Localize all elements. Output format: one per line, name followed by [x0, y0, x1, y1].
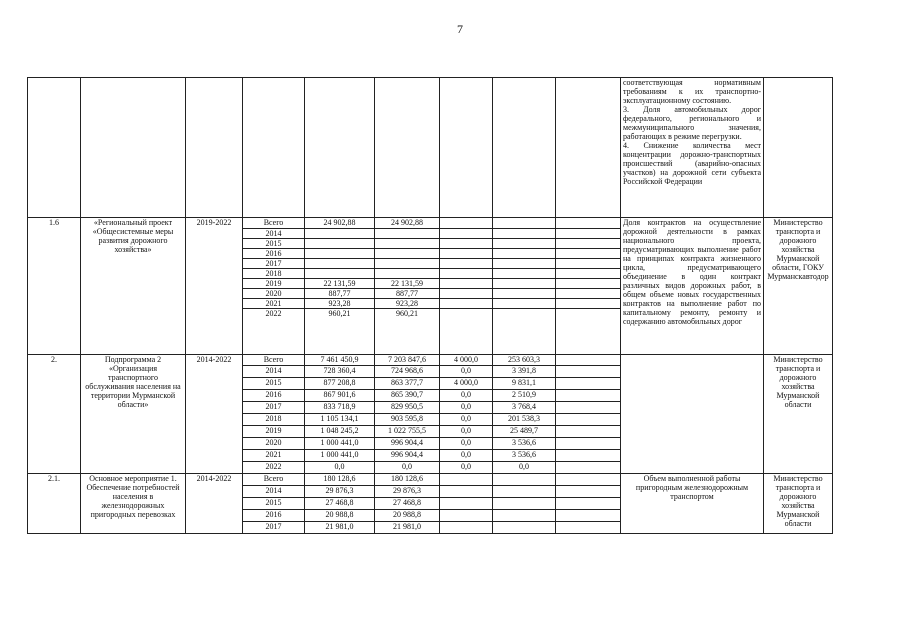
municipal-budget-cell: [493, 218, 556, 229]
federal-budget-cell: [440, 474, 493, 486]
table-row: [28, 474, 833, 486]
year-cell: 2015: [243, 378, 305, 390]
municipal-budget-cell: [493, 498, 556, 510]
year-cell: 2020: [243, 289, 305, 299]
cell-empty: [556, 78, 621, 218]
regional-budget-cell: 0,0: [375, 462, 440, 474]
total-cell: 867 901,6: [305, 390, 375, 402]
municipal-budget-cell: 253 603,3: [493, 355, 556, 366]
regional-budget-cell: 865 390,7: [375, 390, 440, 402]
regional-budget-cell: 22 131,59: [375, 279, 440, 289]
year-cell: 2014: [243, 366, 305, 378]
total-cell: [305, 249, 375, 259]
federal-budget-cell: 4 000,0: [440, 378, 493, 390]
total-cell: 0,0: [305, 462, 375, 474]
indicator-line: 4. Снижение количества мест концентрации дорожно-транспортных происшествий (аварийно-опасных участков) на дорожной сети субъекта Российской Федерации: [623, 141, 761, 186]
regional-budget-cell: [375, 269, 440, 279]
year-cell: 2016: [243, 249, 305, 259]
federal-budget-cell: 0,0: [440, 366, 493, 378]
federal-budget-cell: [440, 498, 493, 510]
section-number: 2.1.: [28, 474, 81, 534]
program-table: [27, 77, 833, 534]
year-cell: Всего: [243, 218, 305, 229]
regional-budget-cell: 24 902,88: [375, 218, 440, 229]
executor-cell: Министерство транспорта и дорожного хозяйства Мурманской области: [764, 474, 833, 534]
federal-budget-cell: 0,0: [440, 402, 493, 414]
total-cell: 1 048 245,2: [305, 426, 375, 438]
section-period: 2014-2022: [186, 474, 243, 534]
total-cell: 29 876,3: [305, 486, 375, 498]
year-cell: 2016: [243, 510, 305, 522]
year-cell: 2014: [243, 229, 305, 239]
federal-budget-cell: [440, 259, 493, 269]
cell-empty: [81, 78, 186, 218]
municipal-budget-cell: 9 831,1: [493, 378, 556, 390]
municipal-budget-cell: 3 536,6: [493, 438, 556, 450]
other-sources-cell: [556, 299, 621, 309]
regional-budget-cell: 960,21: [375, 309, 440, 355]
municipal-budget-cell: 2 510,9: [493, 390, 556, 402]
executor-cell: Министерство транспорта и дорожного хозяйства Мурманской области, ГОКУ Мурманскавтодор: [764, 218, 833, 355]
regional-budget-cell: 829 950,5: [375, 402, 440, 414]
cell-empty: [305, 78, 375, 218]
municipal-budget-cell: [493, 279, 556, 289]
total-cell: 27 468,8: [305, 498, 375, 510]
federal-budget-cell: 0,0: [440, 390, 493, 402]
total-cell: [305, 239, 375, 249]
municipal-budget-cell: [493, 510, 556, 522]
federal-budget-cell: [440, 510, 493, 522]
federal-budget-cell: [440, 269, 493, 279]
total-cell: 1 000 441,0: [305, 438, 375, 450]
other-sources-cell: [556, 269, 621, 279]
total-cell: 728 360,4: [305, 366, 375, 378]
regional-budget-cell: [375, 249, 440, 259]
municipal-budget-cell: [493, 522, 556, 534]
section-period: 2014-2022: [186, 355, 243, 474]
total-cell: 1 000 441,0: [305, 450, 375, 462]
indicator-cell: Объем выполненной работы пригородным железнодорожным транспортом: [621, 474, 764, 534]
regional-budget-cell: [375, 259, 440, 269]
section-number: 2.: [28, 355, 81, 474]
year-cell: 2016: [243, 390, 305, 402]
year-cell: 2022: [243, 309, 305, 355]
indicator-cell: Доля контрактов на осуществление дорожной деятельности в рамках национального проекта, предусматривающих выполнение работ на принципах контракта жизненного цикла, предусматривающего объединение в один контракт различных видов дорожных работ, в общем объеме новых государственных контрактов на выполнение работ по капитальному ремонту, ремонту и содержанию автомобильных дорог: [621, 218, 764, 355]
year-cell: 2017: [243, 522, 305, 534]
other-sources-cell: [556, 390, 621, 402]
year-cell: 2018: [243, 414, 305, 426]
regional-budget-cell: 1 022 755,5: [375, 426, 440, 438]
regional-budget-cell: 996 904,4: [375, 450, 440, 462]
cell-empty: [28, 78, 81, 218]
regional-budget-cell: 923,28: [375, 299, 440, 309]
municipal-budget-cell: [493, 229, 556, 239]
other-sources-cell: [556, 450, 621, 462]
other-sources-cell: [556, 438, 621, 450]
municipal-budget-cell: 3 391,8: [493, 366, 556, 378]
year-cell: Всего: [243, 355, 305, 366]
year-cell: 2017: [243, 402, 305, 414]
total-cell: 833 718,9: [305, 402, 375, 414]
total-cell: 7 461 450,9: [305, 355, 375, 366]
regional-budget-cell: 887,77: [375, 289, 440, 299]
federal-budget-cell: 0,0: [440, 438, 493, 450]
total-cell: 1 105 134,1: [305, 414, 375, 426]
other-sources-cell: [556, 510, 621, 522]
total-cell: 22 131,59: [305, 279, 375, 289]
year-cell: 2022: [243, 462, 305, 474]
year-cell: 2021: [243, 450, 305, 462]
regional-budget-cell: 903 595,8: [375, 414, 440, 426]
year-cell: 2021: [243, 299, 305, 309]
federal-budget-cell: 4 000,0: [440, 355, 493, 366]
regional-budget-cell: [375, 239, 440, 249]
other-sources-cell: [556, 279, 621, 289]
table-row-continuation: [28, 78, 833, 218]
federal-budget-cell: [440, 218, 493, 229]
municipal-budget-cell: [493, 269, 556, 279]
federal-budget-cell: [440, 299, 493, 309]
regional-budget-cell: 996 904,4: [375, 438, 440, 450]
total-cell: 20 988,8: [305, 510, 375, 522]
regional-budget-cell: 27 468,8: [375, 498, 440, 510]
regional-budget-cell: 29 876,3: [375, 486, 440, 498]
total-cell: [305, 259, 375, 269]
other-sources-cell: [556, 259, 621, 269]
municipal-budget-cell: [493, 289, 556, 299]
municipal-budget-cell: [493, 239, 556, 249]
regional-budget-cell: [375, 229, 440, 239]
other-sources-cell: [556, 402, 621, 414]
other-sources-cell: [556, 229, 621, 239]
regional-budget-cell: 863 377,7: [375, 378, 440, 390]
total-cell: 180 128,6: [305, 474, 375, 486]
federal-budget-cell: [440, 522, 493, 534]
indicator-cell: [621, 355, 764, 474]
federal-budget-cell: [440, 309, 493, 355]
other-sources-cell: [556, 249, 621, 259]
cell-empty: [493, 78, 556, 218]
year-cell: 2018: [243, 269, 305, 279]
federal-budget-cell: 0,0: [440, 450, 493, 462]
total-cell: [305, 229, 375, 239]
other-sources-cell: [556, 289, 621, 299]
other-sources-cell: [556, 426, 621, 438]
total-cell: 24 902,88: [305, 218, 375, 229]
cell-empty: [186, 78, 243, 218]
other-sources-cell: [556, 218, 621, 229]
municipal-budget-cell: 3 768,4: [493, 402, 556, 414]
table-row: [28, 218, 833, 229]
total-cell: [305, 269, 375, 279]
federal-budget-cell: 0,0: [440, 426, 493, 438]
year-cell: 2020: [243, 438, 305, 450]
section-number: 1.6: [28, 218, 81, 355]
other-sources-cell: [556, 309, 621, 355]
total-cell: 21 981,0: [305, 522, 375, 534]
table-body: [28, 78, 833, 534]
indicator-continued: [621, 78, 764, 218]
regional-budget-cell: 724 968,6: [375, 366, 440, 378]
year-cell: 2015: [243, 498, 305, 510]
other-sources-cell: [556, 498, 621, 510]
section-period: 2019-2022: [186, 218, 243, 355]
other-sources-cell: [556, 522, 621, 534]
municipal-budget-cell: [493, 259, 556, 269]
indicator-line: 3. Доля автомобильных дорог федерального, регионального и межмуниципального значения, работающих в режиме перегрузки.: [623, 105, 761, 141]
year-cell: 2017: [243, 259, 305, 269]
other-sources-cell: [556, 378, 621, 390]
municipal-budget-cell: [493, 474, 556, 486]
municipal-budget-cell: [493, 309, 556, 355]
federal-budget-cell: [440, 486, 493, 498]
total-cell: 877 208,8: [305, 378, 375, 390]
cell-empty: [440, 78, 493, 218]
federal-budget-cell: 0,0: [440, 414, 493, 426]
regional-budget-cell: 7 203 847,6: [375, 355, 440, 366]
other-sources-cell: [556, 414, 621, 426]
regional-budget-cell: 21 981,0: [375, 522, 440, 534]
section-name: Основное мероприятие 1. Обеспечение потребностей населения в железнодорожных пригородных перевозках: [81, 474, 186, 534]
other-sources-cell: [556, 486, 621, 498]
other-sources-cell: [556, 366, 621, 378]
other-sources-cell: [556, 462, 621, 474]
section-name: «Региональный проект «Общесистемные меры развития дорожного хозяйства»: [81, 218, 186, 355]
federal-budget-cell: [440, 279, 493, 289]
other-sources-cell: [556, 474, 621, 486]
federal-budget-cell: [440, 239, 493, 249]
year-cell: Всего: [243, 474, 305, 486]
indicator-line: соответствующая нормативным требованиям к их транспортно-эксплуатационному состоянию.: [623, 78, 761, 105]
total-cell: 960,21: [305, 309, 375, 355]
municipal-budget-cell: 25 489,7: [493, 426, 556, 438]
municipal-budget-cell: 0,0: [493, 462, 556, 474]
page-number: 7: [457, 22, 463, 36]
regional-budget-cell: 180 128,6: [375, 474, 440, 486]
other-sources-cell: [556, 355, 621, 366]
federal-budget-cell: [440, 249, 493, 259]
total-cell: 923,28: [305, 299, 375, 309]
year-cell: 2015: [243, 239, 305, 249]
municipal-budget-cell: [493, 486, 556, 498]
executor-cell: Министерство транспорта и дорожного хозяйства Мурманской области: [764, 355, 833, 474]
total-cell: 887,77: [305, 289, 375, 299]
cell-empty: [243, 78, 305, 218]
cell-empty: [375, 78, 440, 218]
federal-budget-cell: [440, 289, 493, 299]
municipal-budget-cell: [493, 299, 556, 309]
municipal-budget-cell: 3 536,6: [493, 450, 556, 462]
federal-budget-cell: [440, 229, 493, 239]
regional-budget-cell: 20 988,8: [375, 510, 440, 522]
year-cell: 2014: [243, 486, 305, 498]
cell-empty: [764, 78, 833, 218]
municipal-budget-cell: 201 538,3: [493, 414, 556, 426]
federal-budget-cell: 0,0: [440, 462, 493, 474]
year-cell: 2019: [243, 426, 305, 438]
other-sources-cell: [556, 239, 621, 249]
section-name: Подпрограмма 2 «Организация транспортного обслуживания населения на территории Мурманской области»: [81, 355, 186, 474]
year-cell: 2019: [243, 279, 305, 289]
municipal-budget-cell: [493, 249, 556, 259]
table-row: [28, 355, 833, 366]
